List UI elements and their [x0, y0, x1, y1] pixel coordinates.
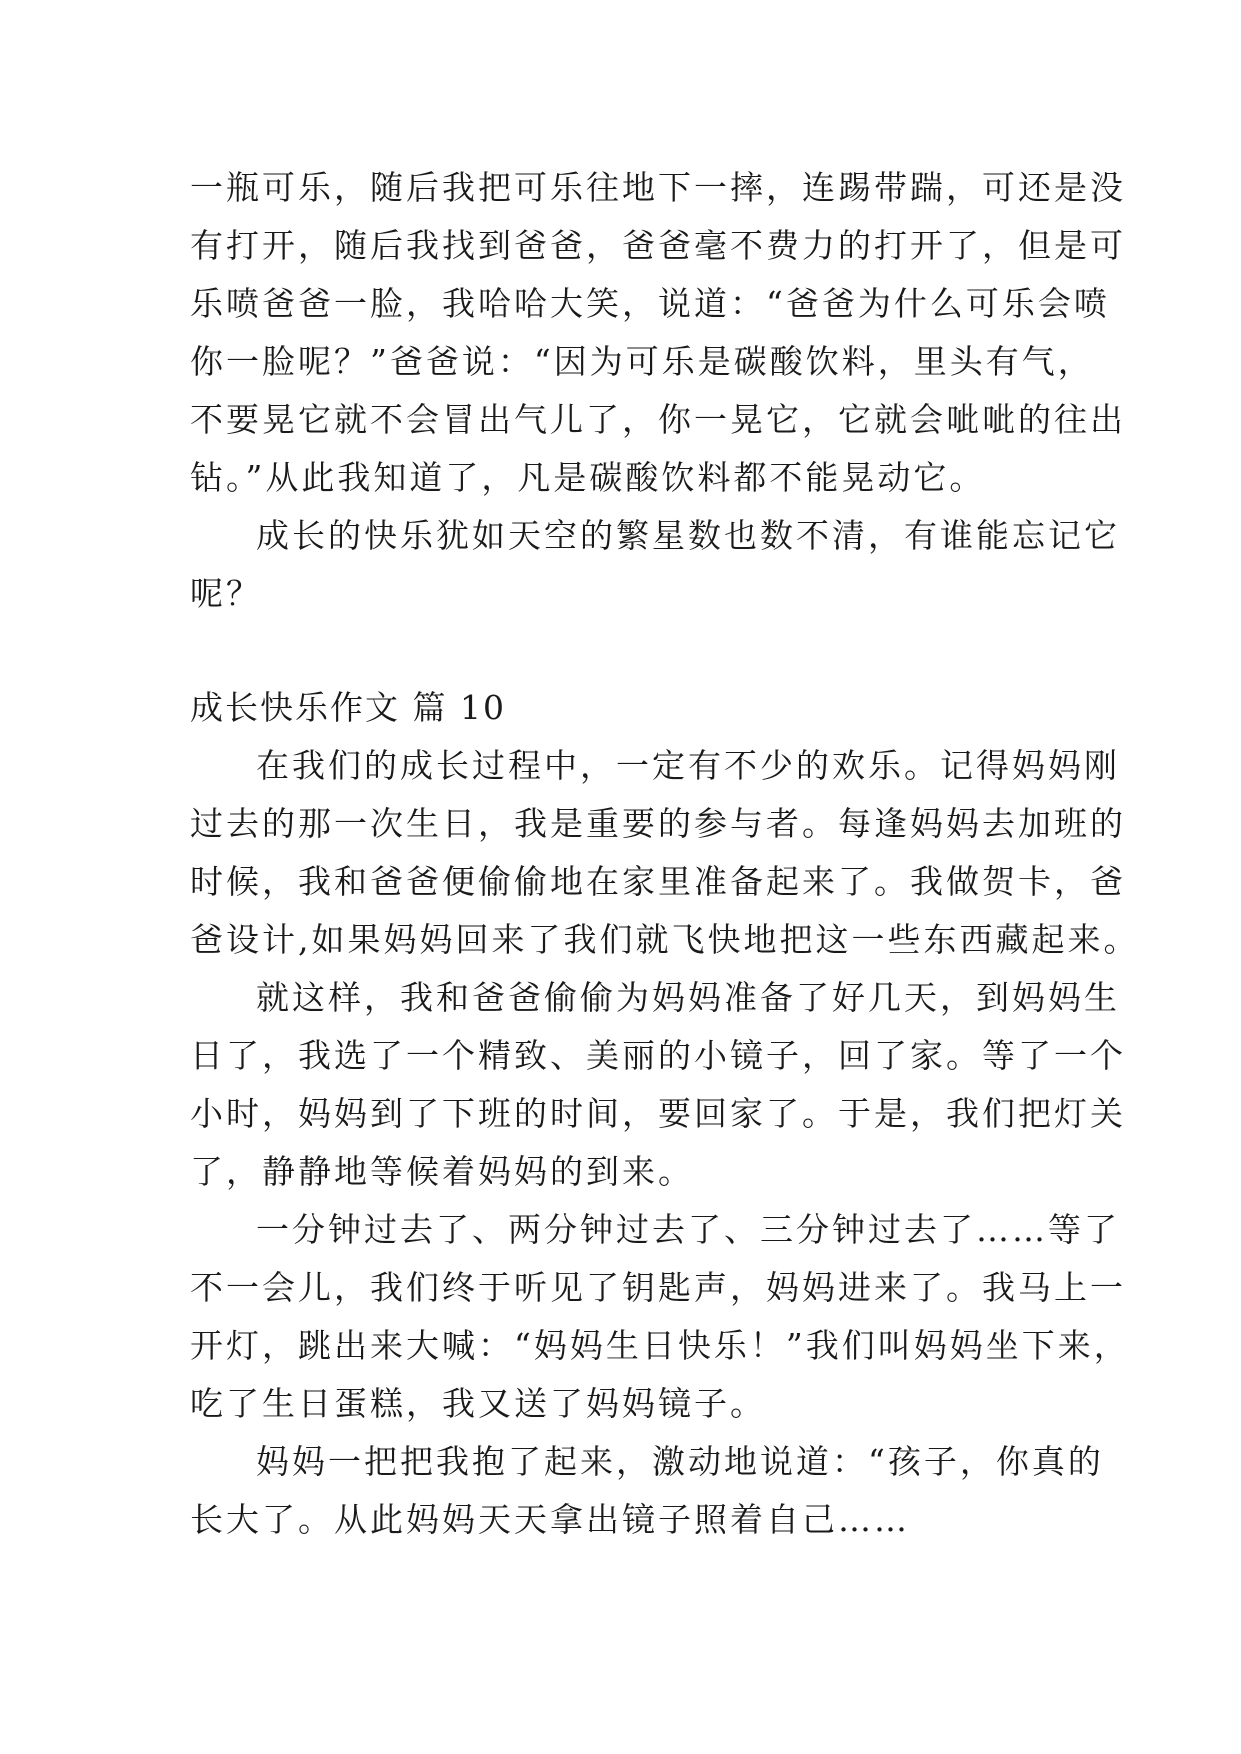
text-line: 吃了生日蛋糕，我又送了妈妈镜子。 [190, 1384, 766, 1423]
paragraph-first-line: 成长的快乐犹如天空的繁星数也数不清，有谁能忘记它 [256, 516, 1120, 555]
text-line: 一瓶可乐，随后我把可乐往地下一摔，连踢带踹，可还是没 [190, 168, 1126, 207]
text-line: 呢？ [190, 574, 262, 613]
paragraph-first-line: 一分钟过去了、两分钟过去了、三分钟过去了……等了 [256, 1210, 1120, 1249]
text-line: 不一会儿，我们终于听见了钥匙声，妈妈进来了。我马上一 [190, 1268, 1126, 1307]
text-line: 开灯，跳出来大喊：“妈妈生日快乐！”我们叫妈妈坐下来， [190, 1326, 1130, 1365]
text-line: 长大了。从此妈妈天天拿出镜子照着自己…… [190, 1500, 910, 1539]
text-line: 钻。”从此我知道了，凡是碳酸饮料都不能晃动它。 [190, 458, 986, 497]
paragraph-first-line: 就这样，我和爸爸偷偷为妈妈准备了好几天，到妈妈生 [256, 978, 1120, 1017]
paragraph-first-line: 妈妈一把把我抱了起来，激动地说道：“孩子，你真的 [256, 1442, 1104, 1481]
text-line: 过去的那一次生日，我是重要的参与者。每逢妈妈去加班的 [190, 804, 1126, 843]
text-line: 小时，妈妈到了下班的时间，要回家了。于是，我们把灯关 [190, 1094, 1126, 1133]
text-line: 了，静静地等候着妈妈的到来。 [190, 1152, 694, 1191]
text-line: 你一脸呢？”爸爸说：“因为可乐是碳酸饮料，里头有气， [190, 342, 1094, 381]
text-line: 日了，我选了一个精致、美丽的小镜子，回了家。等了一个 [190, 1036, 1126, 1075]
section-title: 成长快乐作文 篇 10 [190, 688, 506, 727]
text-line: 爸设计,如果妈妈回来了我们就飞快地把这一些东西藏起来。 [190, 920, 1140, 959]
text-line: 时候，我和爸爸便偷偷地在家里准备起来了。我做贺卡，爸 [190, 862, 1126, 901]
text-line: 有打开，随后我找到爸爸，爸爸毫不费力的打开了，但是可 [190, 226, 1126, 265]
text-line: 不要晃它就不会冒出气儿了，你一晃它，它就会呲呲的往出 [190, 400, 1126, 439]
text-line: 乐喷爸爸一脸，我哈哈大笑，说道：“爸爸为什么可乐会喷 [190, 284, 1110, 323]
paragraph-first-line: 在我们的成长过程中，一定有不少的欢乐。记得妈妈刚 [256, 746, 1120, 785]
